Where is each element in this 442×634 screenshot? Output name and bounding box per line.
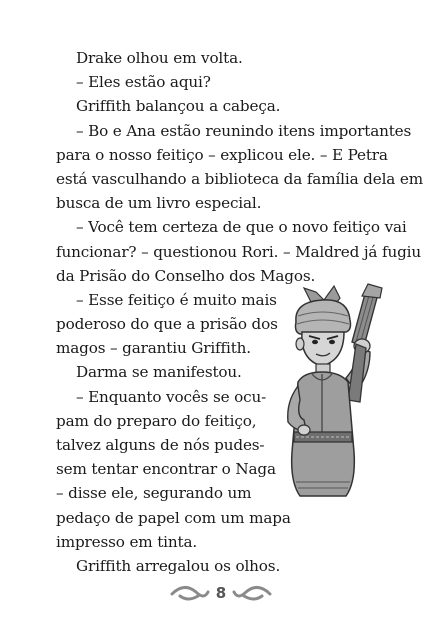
text-line: busca de um livro especial. xyxy=(56,194,262,213)
text-line: talvez alguns de nós pudes- xyxy=(56,436,265,454)
text-line: – Você tem certeza de que o novo feitiço vai xyxy=(76,218,407,237)
page-number: 8 xyxy=(215,584,227,602)
text-line: para o nosso feitiço – explicou ele. – E Petra xyxy=(56,145,388,164)
text-line: – Eles estão aqui? xyxy=(76,73,211,92)
text-line: está vasculhando a biblioteca da família dela em xyxy=(56,169,423,188)
text-line: da Prisão do Conselho dos Magos. xyxy=(56,266,316,285)
text-line: pedaço de papel com um mapa xyxy=(56,508,291,527)
text-line: Griffith balançou a cabeça. xyxy=(76,97,281,116)
text-line: Griffith arregalou os olhos. xyxy=(76,556,281,575)
text-line: – disse ele, segurando um xyxy=(56,484,252,503)
text-line: pam do preparo do feitiço, xyxy=(56,411,257,430)
text-line: Darma se manifestou. xyxy=(76,363,242,382)
text-line: Drake olhou em volta. xyxy=(76,49,243,67)
text-line: – Bo e Ana estão reunindo itens importantes xyxy=(76,121,412,140)
text-line: sem tentar encontrar o Naga xyxy=(56,460,276,479)
boy-wizard-with-scroll-illustration xyxy=(282,282,410,506)
text-line: – Enquanto vocês se ocu- xyxy=(76,387,267,406)
text-line: impresso em tinta. xyxy=(56,532,198,551)
text-line: poderoso do que a prisão dos xyxy=(56,315,278,334)
text-line: – Esse feitiço é muito mais xyxy=(76,290,277,309)
text-line: magos – garantiu Griffith. xyxy=(56,339,251,358)
text-line: funcionar? – questionou Rori. – Maldred já fugiu xyxy=(56,242,422,261)
